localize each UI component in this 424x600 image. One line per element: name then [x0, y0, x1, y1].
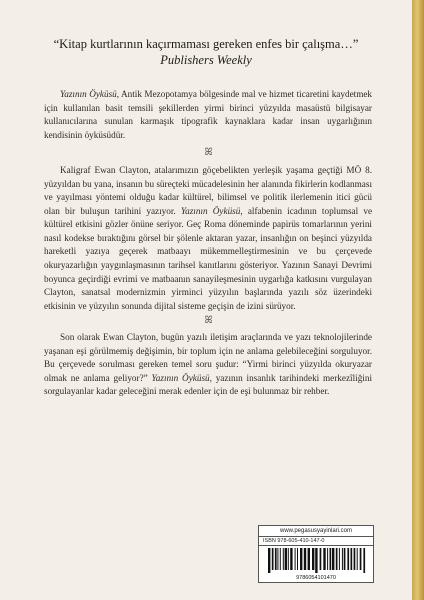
book-title-italic: Yazının Öyküsü — [151, 372, 210, 383]
barcode-bar — [277, 548, 278, 570]
barcode-bar — [268, 548, 270, 573]
barcode-bar — [290, 548, 292, 570]
barcode-bar — [312, 548, 314, 570]
blurb-paragraph-3: Son olarak Ewan Clayton, bugün yazılı iletişim araçlarında ve yazı teknolojilerinde yaşanan eşi görülmemiş değişimin, bir toplum için ne anlama gelebileceğini sorguluyor. Bu çerçevede sorulması gereken temel soru şudur: “Yirmi birinci yüzyılda okuryazar olmak ne anlama geliyor?” Yazının Öyküsü, yazının insanlık tarihindeki merkezîliğini sorgulayanlar kadar geleceğini merak edenler için de eşi bulunmaz bir rehber. — [44, 332, 373, 397]
endorsement-quote — [0, 36, 412, 68]
blurb-paragraph-2: Kaligraf Ewan Clayton, atalarımızın göçebelikten yerleşik yaşama geçtiği MÖ 8. yüzyıldan bu yana, insanın bu süreçteki mücadelesinin her alanında fikirlerin kodlanması ve yayılması yöntemi olduğu kadar kültürel, bilimsel ve politik ilerlemenin itici gücü olan bir buluşun tarihini yazıyor. Yazının Öyküsü, alfabenin icadının toplumsal ve kültürel etkisini gözler önüne seriyor. Geç Roma döneminde papirüs tomarlarının yerini nasıl kodekse bıraktığını görsel bir şölenle aktaran yazar, insanlığın on beşinci yüzyılda hareketli yazıya geçerek matbaayı mükemmelleştirmesinin ve bu çerçevede okuryazarlığın yaygınlaşmasının tarihsel kanıtlarını gösteriyor. Yazının Sanayi Devrimi boyunca geçirdiği evrimi ve matbaanın sanayileşmesinin uygarlığa katkısını vurgulayan Clayton, sanatsal modernizmin yirminci yüzyılın başlarında yazılı söz üzerindeki etkisinin ve yüzyılın sonunda dijital sisteme geçişin de izini sürüyor. — [44, 165, 373, 311]
blurb-text — [44, 88, 372, 399]
barcode-bar — [272, 548, 274, 570]
barcode-bar — [327, 548, 328, 570]
barcode-bar — [360, 548, 362, 570]
barcode-bar — [308, 548, 310, 570]
quote-text: “Kitap kurtlarının kaçırmaması gereken enfes bir çalışma…” — [53, 37, 359, 51]
barcode-bar — [357, 548, 358, 570]
barcode-bar — [344, 548, 346, 570]
barcode-bar — [332, 548, 334, 570]
barcode-bar — [339, 548, 340, 570]
barcode-bar — [297, 548, 298, 570]
barcode-bar — [330, 548, 332, 570]
book-title-italic: Yazının Öyküsü — [180, 205, 241, 216]
barcode — [258, 545, 374, 583]
ornament-icon: ꕤ — [204, 315, 212, 327]
barcode-bar — [304, 548, 306, 570]
barcode-bar — [363, 548, 365, 573]
barcode-bar — [347, 548, 349, 570]
barcode-bar — [320, 548, 322, 570]
barcode-bar — [336, 548, 338, 570]
ornament-divider-1 — [44, 145, 372, 161]
barcode-bar — [283, 548, 284, 570]
barcode-bar — [354, 548, 356, 570]
barcode-bar — [280, 548, 281, 570]
blurb-paragraph-1: Yazının Öyküsü, Antik Mezopotamya bölgesinde mal ve hizmet ticaretini kaydetmek için kullanılan basit temsili şekillerden yirmi birinci yüzyılda masaüstü bilgisayar kullanıcılarına sunulan karmaşık tipografik kaynaklara kadar insan uygarlığının kendisinin öyküsüdür. — [44, 89, 373, 140]
book-title-italic: Yazının Öyküsü — [60, 89, 117, 99]
barcode-graphic — [262, 548, 370, 580]
barcode-bar — [288, 548, 289, 570]
barcode-bar — [300, 548, 302, 570]
ornament-divider-2 — [44, 313, 372, 329]
barcode-bar — [315, 548, 317, 573]
barcode-bar — [285, 548, 287, 570]
isbn-number: ISBN 978-605-410-147-0 — [258, 536, 374, 545]
quote-source: Publishers Weekly — [160, 53, 252, 67]
gold-page-edge — [412, 0, 424, 600]
barcode-bar — [351, 548, 353, 570]
barcode-bar — [323, 548, 325, 570]
ornament-icon: ꕤ — [204, 147, 212, 159]
barcode-digits: 9786054101470 — [296, 575, 336, 580]
barcode-bar — [275, 548, 277, 570]
barcode-bar — [295, 548, 296, 570]
publisher-website: www.pegasusyayinlari.com — [258, 525, 374, 536]
isbn-barcode-box — [258, 525, 374, 581]
barcode-bar — [342, 548, 343, 570]
